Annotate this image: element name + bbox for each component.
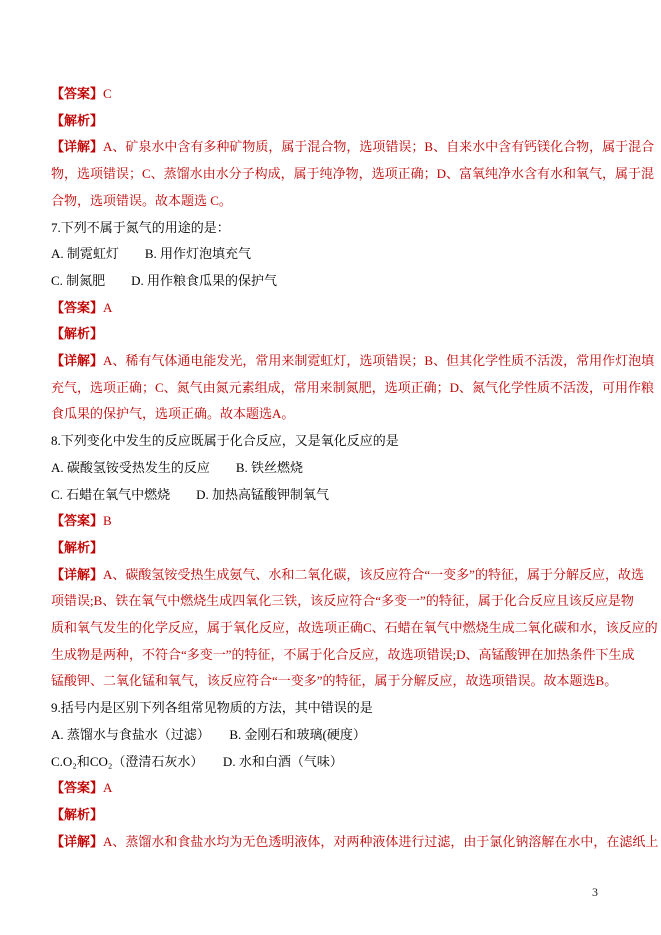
option-text: A. 碳酸氢铵受热发生的反应 B. 铁丝燃烧	[51, 459, 304, 475]
analysis-label-q7	[51, 321, 631, 348]
detail-text: 食瓜果的保护气，选项正确。故本题选A。	[51, 406, 295, 422]
answer-value: A	[103, 780, 113, 796]
question-9-title	[51, 695, 631, 722]
question-7-title	[51, 215, 631, 242]
answer-label: 【答案】	[51, 86, 104, 101]
answer-value: B	[103, 513, 112, 529]
document-page	[51, 81, 659, 855]
detail-line-q8-2	[51, 588, 634, 615]
detail-label: 【详解】	[51, 139, 104, 155]
question-7-options-ab	[51, 241, 631, 268]
analysis-label: 【解析】	[51, 112, 104, 128]
detail-line-q8-3	[51, 615, 658, 642]
analysis-label: 【解析】	[51, 326, 104, 342]
question-8-options-cd	[51, 482, 631, 509]
option-text: A. 蒸馏水与食盐水（过滤） B. 金刚石和玻璃(硬度）	[51, 726, 366, 742]
answer-label: 【答案】	[51, 513, 104, 529]
detail-text: 项错误;B、铁在氧气中燃烧生成四氧化三铁，该反应符合“多变一”的特征，属于化合反应且该反应是物	[51, 593, 634, 609]
question-8-options-ab	[51, 455, 631, 482]
detail-label: 【详解】	[51, 353, 104, 369]
question-9-options-ab	[51, 722, 631, 749]
detail-text: 合物，选项错误。故本题选 C。	[51, 192, 232, 208]
detail-label: 【详解】	[51, 833, 104, 849]
detail-text: A、矿泉水中含有多种矿物质，属于混合物，选项错误；B、自来水中含有钙镁化合物，属于混合	[103, 139, 655, 155]
question-text: 9.括号内是区别下列各组常见物质的方法，其中错误的是	[51, 700, 373, 716]
detail-text: A、碳酸氢铵受热生成氨气、水和二氧化碳，该反应符合“一变多”的特征，属于分解反应，故选	[103, 566, 644, 582]
question-9-options-cd	[51, 749, 631, 776]
option-text: A. 制霓虹灯 B. 用作灯泡填充气	[51, 246, 252, 262]
detail-text: A、蒸馏水和食盐水均为无色透明液体，对两种液体进行过滤，由于氯化钠溶解在水中，在滤纸上	[103, 833, 659, 849]
detail-line-q8-5	[51, 668, 631, 695]
detail-text: A、稀有气体通电能发光，常用来制霓虹灯，选项错误；B、但其化学性质不活泼，常用作灯泡填	[103, 353, 655, 369]
detail-text: 质和氧气发生的化学反应，属于氧化反应，故选项正确C、石蜡在氧气中燃烧生成二氧化碳和水，该反应的	[51, 620, 658, 636]
answer-line-q8	[51, 508, 631, 535]
analysis-label-q9	[51, 802, 631, 829]
option-text: C. 石蜡在氧气中燃烧 D. 加热高锰酸钾制氧气	[51, 486, 330, 502]
analysis-label: 【解析】	[51, 806, 104, 822]
detail-text: 锰酸钾、二氧化锰和氧气，该反应符合“一变多”的特征，属于分解反应，故选项错误。故本题选B。	[51, 673, 618, 689]
question-text: 8.下列变化中发生的反应既属于化合反应，又是氧化反应的是	[51, 433, 399, 449]
detail-text: 生成物是两种，不符合“多变一”的特征，不属于化合反应，故选项错误;D、高锰酸钾在加热条件下生成	[51, 646, 635, 662]
detail-line-q6-2	[51, 161, 655, 188]
detail-line-q9-1	[51, 829, 659, 856]
detail-label: 【详解】	[51, 566, 104, 582]
page-number: 3	[592, 885, 598, 899]
option-text: C.O₂和CO₂（澄清石灰水） D. 水和白酒（气味）	[51, 753, 343, 769]
answer-value: A	[103, 299, 113, 315]
answer-line-q7	[51, 295, 631, 322]
detail-line-q8-4	[51, 642, 635, 669]
answer-label: 【答案】	[51, 780, 104, 796]
answer-line-q9	[51, 775, 631, 802]
detail-text: 物，选项错误；C、蒸馏水由水分子构成，属于纯净物，选项正确；D、富氧纯净水含有水和氧气，属于混	[51, 166, 655, 182]
option-text: C. 制氮肥 D. 用作粮食瓜果的保护气	[51, 272, 278, 288]
question-7-options-cd	[51, 268, 631, 295]
answer-value: C	[103, 86, 112, 101]
analysis-label-q8	[51, 535, 631, 562]
question-8-title	[51, 428, 631, 455]
detail-line-q7-3	[51, 401, 631, 428]
analysis-label: 【解析】	[51, 539, 104, 555]
detail-line-q6-1	[51, 134, 655, 161]
analysis-label-q6	[51, 108, 631, 135]
answer-label: 【答案】	[51, 299, 104, 315]
detail-line-q8-1	[51, 562, 644, 589]
detail-line-q7-1	[51, 348, 655, 375]
detail-line-q6-3	[51, 188, 631, 215]
answer-line-q6	[51, 81, 631, 108]
question-text: 7.下列不属于氮气的用途的是：	[51, 219, 230, 235]
detail-line-q7-2	[51, 375, 655, 402]
detail-text: 充气，选项正确；C、氮气由氮元素组成，常用来制氮肥，选项正确；D、氮气化学性质不活泼，可用作粮	[51, 379, 655, 395]
